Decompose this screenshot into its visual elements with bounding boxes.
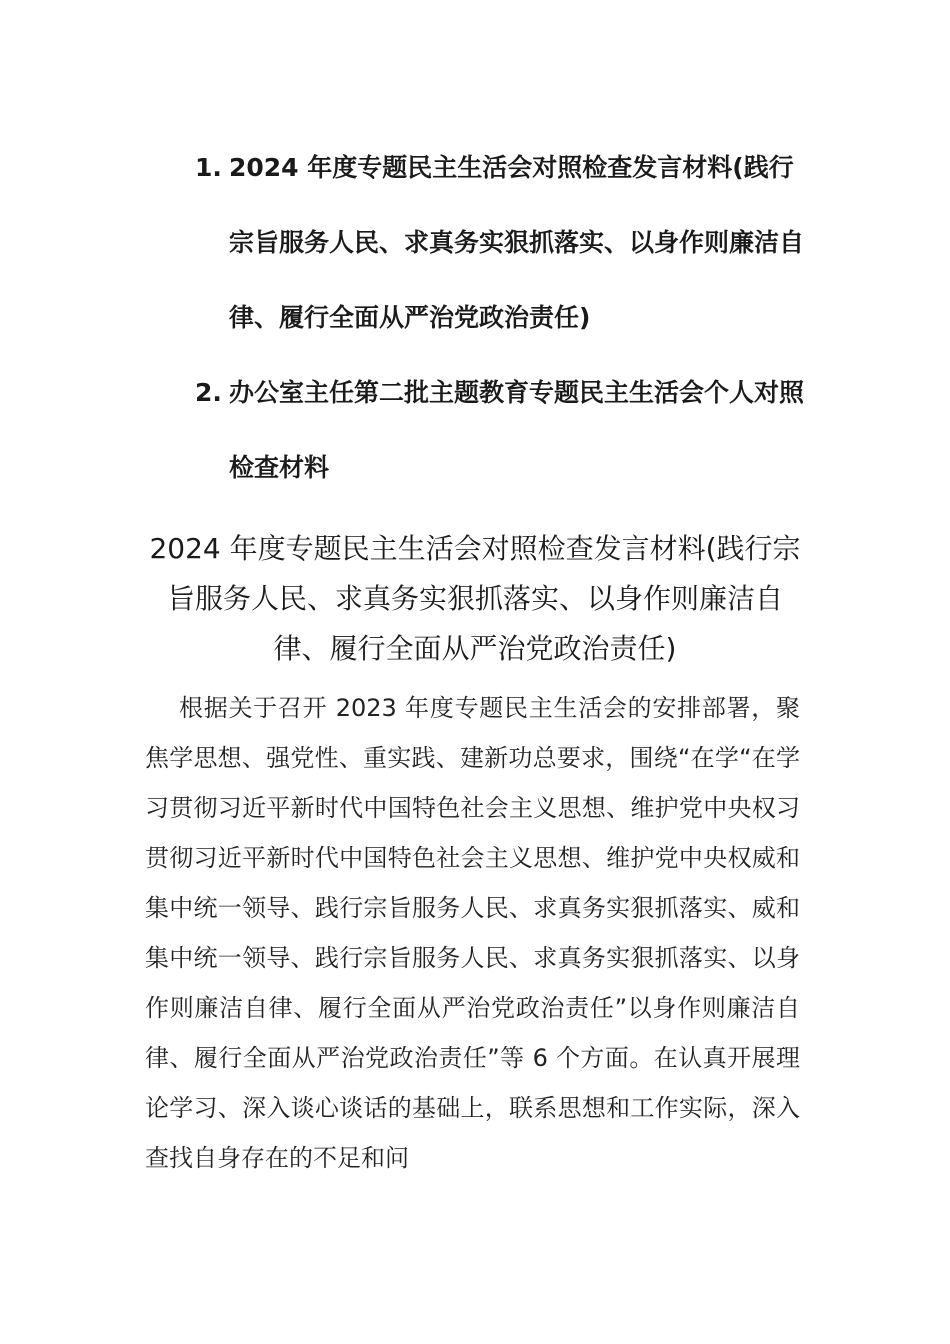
body-paragraph: 根据关于召开 2023 年度专题民主生活会的安排部署，聚焦学思想、强党性、重实践、建新功总要求，围绕“在学“在学习贯彻习近平新时代中国特色社会主义思想、维护党中央权习贯彻习近平新时代中国特色社会主义思想、维护党中央权威和集中统一领导、践行宗旨服务人民、求真务实狠抓落实、威和集中统一领导、践行宗旨服务人民、求真务实狠抓落实、以身作则廉洁自律、履行全面从严治党政治责任”以身作则廉洁自律、履行全面从严治党政治责任”等 6 个方面。在认真开展理论学习、深入谈心谈话的基础上，联系思想和工作实际，深入查找自身存在的不足和问 <box>145 694 800 1172</box>
toc-item[interactable] <box>195 355 815 505</box>
toc-item-text: 办公室主任第二批主题教育专题民主生活会个人对照检查材料 <box>229 378 805 482</box>
table-of-contents <box>195 130 815 505</box>
document-title: 2024 年度专题民主生活会对照检查发言材料(践行宗旨服务人民、求真务实狠抓落实、以身作则廉洁自律、履行全面从严治党政治责任) <box>149 532 801 665</box>
toc-item[interactable] <box>195 130 815 355</box>
toc-item-number: 2. <box>195 378 222 407</box>
toc-item-text: 2024 年度专题民主生活会对照检查发言材料(践行宗旨服务人民、求真务实狠抓落实、以身作则廉洁自律、履行全面从严治党政治责任) <box>229 153 805 332</box>
toc-item-number: 1. <box>195 153 222 182</box>
